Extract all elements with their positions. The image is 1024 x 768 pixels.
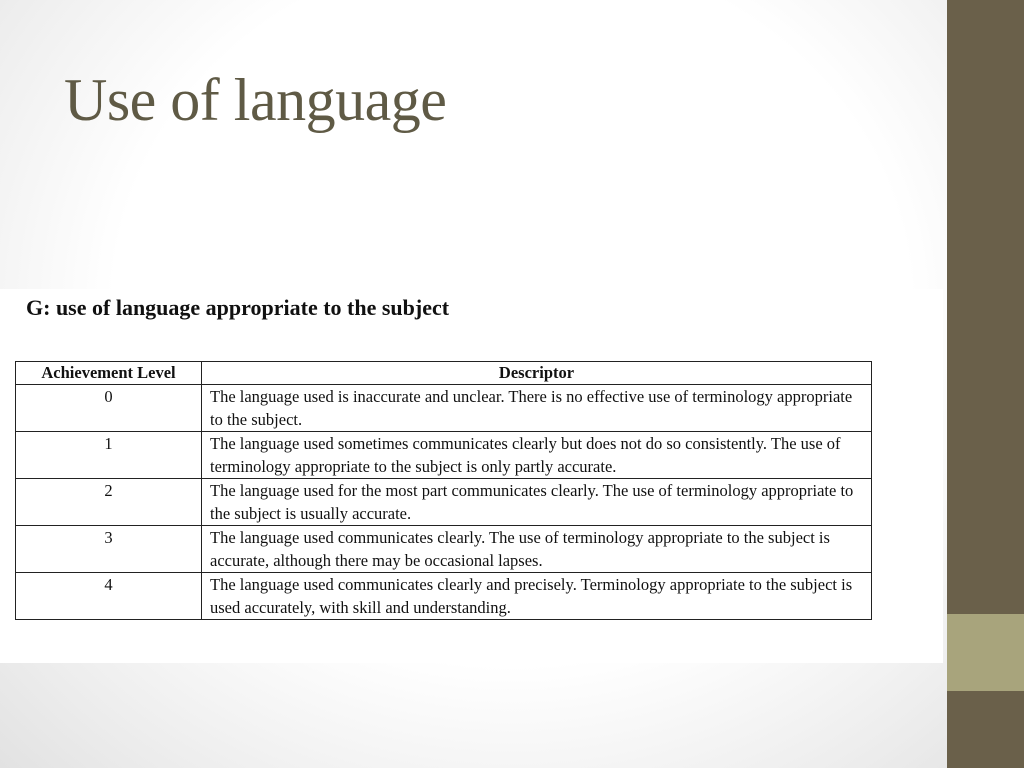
row-level: 3	[16, 526, 202, 573]
header-achievement-level: Achievement Level	[16, 362, 202, 385]
row-level: 2	[16, 479, 202, 526]
table-row	[16, 573, 872, 620]
rubric-table	[15, 361, 872, 620]
row-level: 1	[16, 432, 202, 479]
rubric-image	[0, 289, 943, 663]
row-descriptor: The language used is inaccurate and unclear. There is no effective use of terminology appropriate to the subject.	[202, 385, 872, 432]
header-descriptor: Descriptor	[202, 362, 872, 385]
slide-title: Use of language	[64, 67, 447, 133]
row-descriptor: The language used communicates clearly and precisely. Terminology appropriate to the subject is used accurately, with skill and understanding.	[202, 573, 872, 620]
row-level: 0	[16, 385, 202, 432]
table-row	[16, 479, 872, 526]
table-row	[16, 432, 872, 479]
row-level: 4	[16, 573, 202, 620]
row-descriptor: The language used for the most part communicates clearly. The use of terminology appropriate to the subject is usually accurate.	[202, 479, 872, 526]
row-descriptor: The language used communicates clearly. The use of terminology appropriate to the subject is accurate, although there may be occasional lapses.	[202, 526, 872, 573]
table-header-row	[16, 362, 872, 385]
decorative-side-band-accent	[947, 614, 1024, 691]
row-descriptor: The language used sometimes communicates clearly but does not do so consistently. The use of terminology appropriate to the subject is only partly accurate.	[202, 432, 872, 479]
rubric-heading: G: use of language appropriate to the subject	[26, 295, 450, 320]
table-row	[16, 526, 872, 573]
table-row	[16, 385, 872, 432]
